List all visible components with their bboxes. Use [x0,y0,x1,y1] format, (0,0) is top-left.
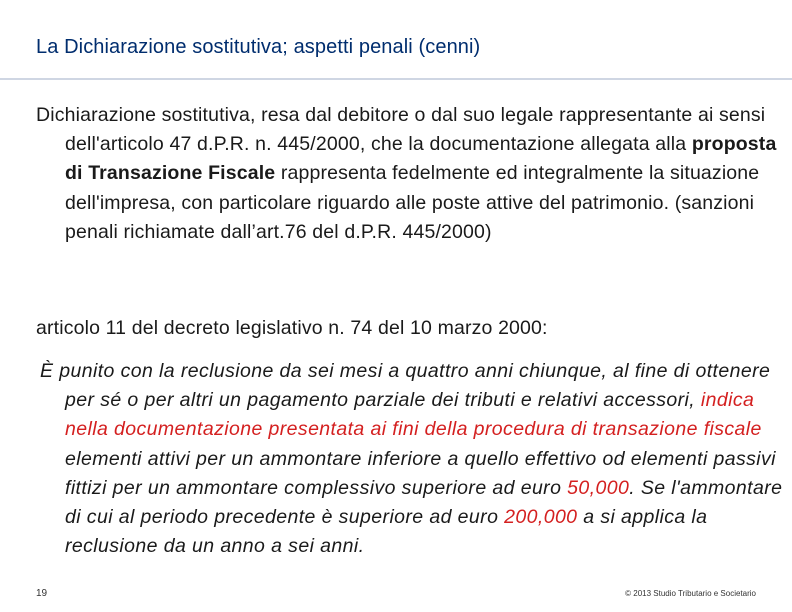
quote-text-1: È punito con la reclusione da sei mesi a quattro anni chiunque, al fine di ottenere per sé o per altri un pagamento parziale dei tributi e relativi accessori, [40,360,771,412]
page-number: 19 [36,588,48,599]
copyright-text: © 2013 Studio Tributario e Societario [625,589,756,598]
paragraph-declaration-bold: proposta di Transazione Fiscale [65,133,777,185]
slide-title: La Dichiarazione sostitutiva; aspetti penali (cenni) [36,36,481,58]
title-divider [0,78,792,80]
quote-highlight-1: indica nella documentazione presentata ai fini della procedura di transazione fiscale [65,389,762,441]
quote-highlight-2: 50,000 [567,476,630,499]
quote-highlight-3: 200,000 [504,506,578,529]
paragraph-article: articolo 11 del decreto legislativo n. 74 del 10 marzo 2000: [36,317,548,339]
quote-text-4: a si applica la reclusione da un anno a sei anni. [65,506,708,558]
paragraph-declaration-text-1: Dichiarazione sostitutiva, resa dal debitore o dal suo legale rappresentante ai sensi dell'articolo 47 d.P.R. n. 445/2000, che la documentazione allegata alla [36,104,766,156]
paragraph-article-quote [40,357,787,561]
quote-text-3: . Se l'ammontare di cui al periodo precedente è superiore ad euro [65,476,783,529]
quote-text-2: elementi attivi per un ammontare inferiore a quello effettivo od elementi passivi fittizi per un ammontare complessivo superiore ad euro [65,447,776,499]
paragraph-declaration [36,101,777,247]
paragraph-declaration-text-2: rappresenta fedelmente ed integralmente la situazione dell'impresa, con particolare riguardo alle poste attive del patrimonio. (sanzioni penali richiamate dall’art.76 del d.P.R. 445/2000) [65,162,760,243]
